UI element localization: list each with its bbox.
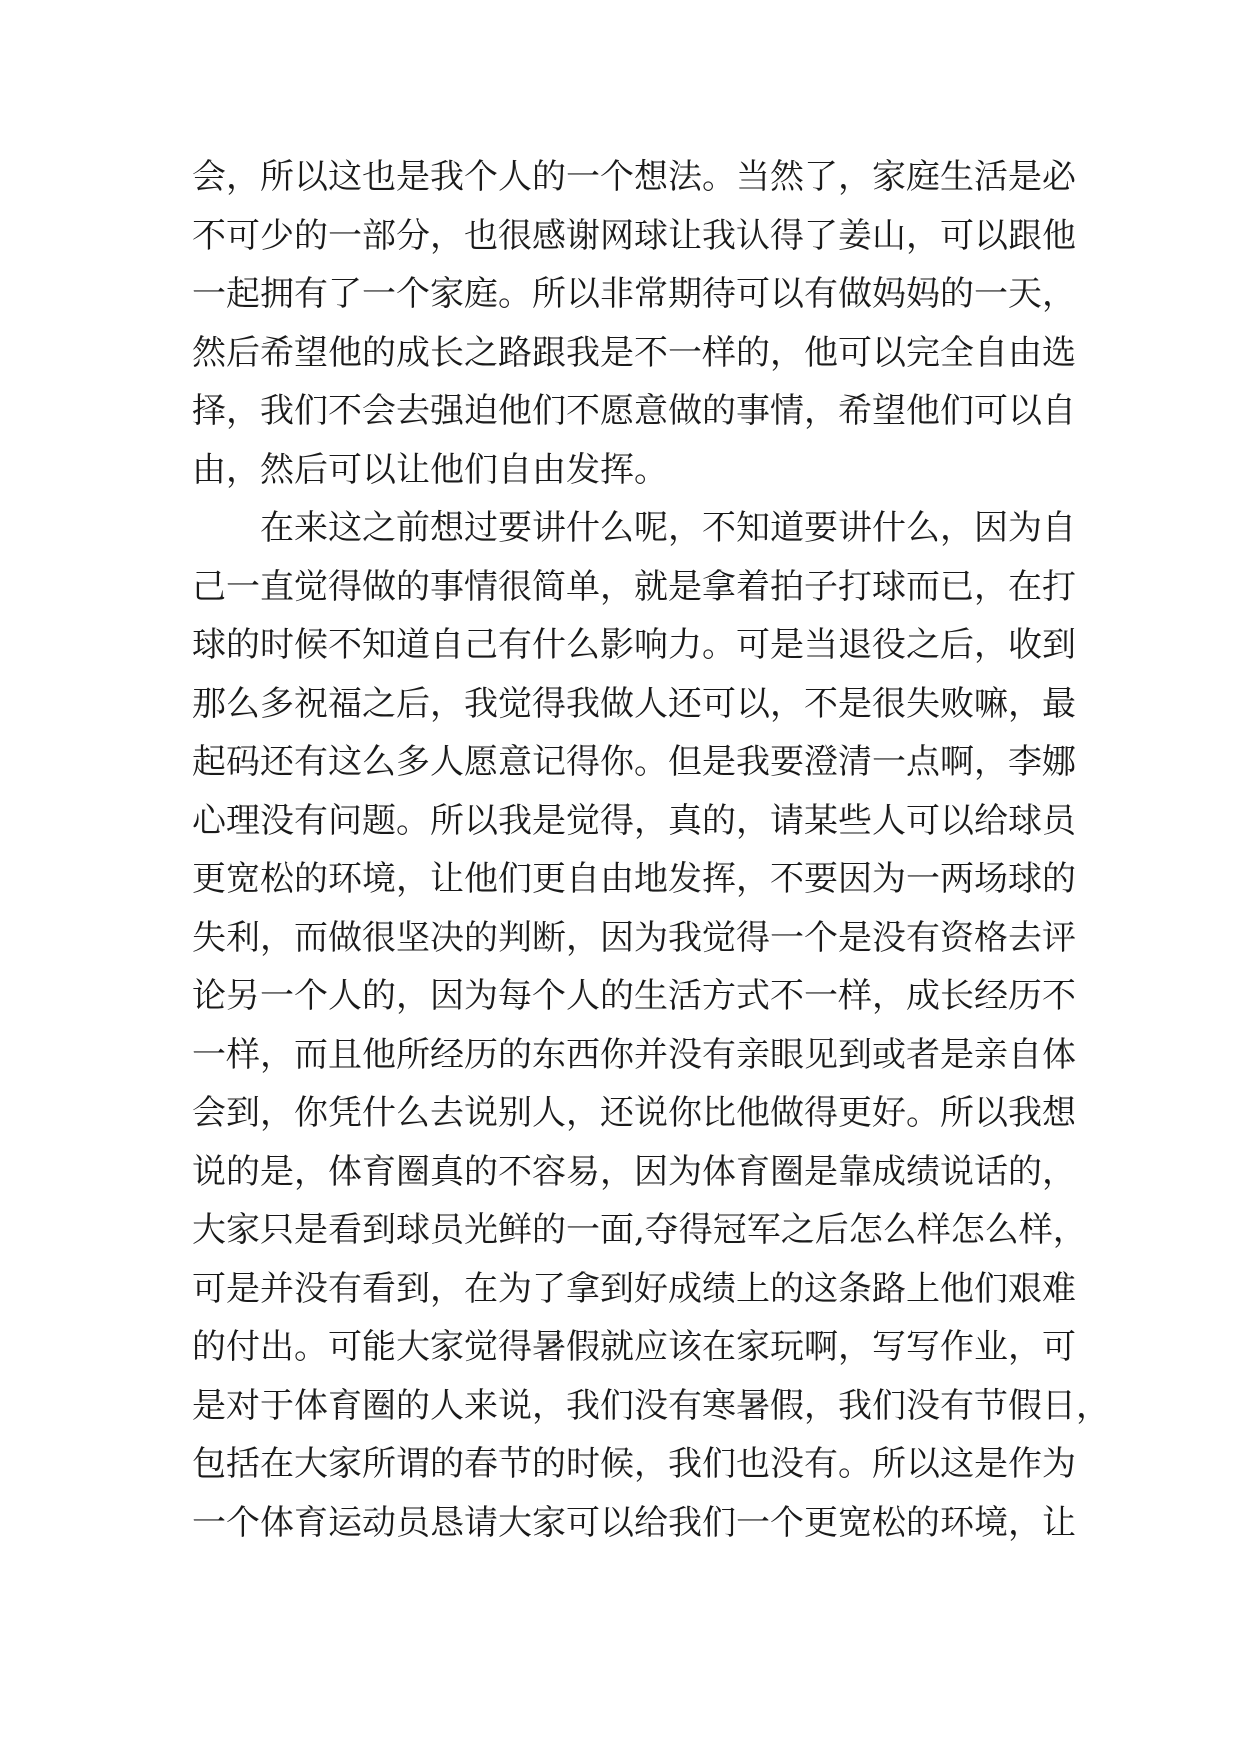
paragraph-line: 失利，而做很坚决的判断，因为我觉得一个是没有资格去评	[192, 917, 1076, 958]
paragraph-line: 会，所以这也是我个人的一个想法。当然了，家庭生活是必	[192, 157, 1076, 197]
paragraph-line: 己一直觉得做的事情很简单，就是拿着拍子打球而已，在打	[192, 566, 1076, 607]
paragraph-line: 一样，而且他所经历的东西你并没有亲眼见到或者是亲自体	[192, 1034, 1076, 1075]
paragraph-2	[192, 499, 1110, 1552]
paragraph-line: 会到，你凭什么去说别人，还说你比他做得更好。所以我想	[192, 1093, 1076, 1133]
paragraph-line: 一起拥有了一个家庭。所以非常期待可以有做妈妈的一天，	[192, 274, 1076, 314]
paragraph-line: 说的是，体育圈真的不容易，因为体育圈是靠成绩说话的，	[192, 1151, 1076, 1192]
document-body	[192, 148, 1110, 1552]
paragraph-line: 由，然后可以让他们自由发挥。	[192, 449, 668, 490]
paragraph-1	[192, 148, 1076, 499]
paragraph-line: 起码还有这么多人愿意记得你。但是我要澄清一点啊，李娜	[192, 742, 1076, 782]
paragraph-line: 大家只是看到球员光鲜的一面,夺得冠军之后怎么样怎么样，	[192, 1210, 1087, 1250]
paragraph-line: 球的时候不知道自己有什么影响力。可是当退役之后，收到	[192, 625, 1076, 665]
paragraph-line: 论另一个人的，因为每个人的生活方式不一样，成长经历不	[192, 976, 1076, 1016]
paragraph-line: 是对于体育圈的人来说，我们没有寒暑假，我们没有节假日，	[192, 1385, 1110, 1426]
paragraph-line: 的付出。可能大家觉得暑假就应该在家玩啊，写写作业，可	[192, 1327, 1076, 1367]
paragraph-line: 然后希望他的成长之路跟我是不一样的，他可以完全自由选	[192, 332, 1076, 373]
paragraph-line: 在来这之前想过要讲什么呢，不知道要讲什么，因为自	[260, 508, 1076, 548]
paragraph-line: 可是并没有看到，在为了拿到好成绩上的这条路上他们艰难	[192, 1268, 1076, 1309]
paragraph-line: 那么多祝福之后，我觉得我做人还可以，不是很失败嘛，最	[192, 683, 1076, 724]
paragraph-line: 择，我们不会去强迫他们不愿意做的事情，希望他们可以自	[192, 391, 1076, 431]
paragraph-line: 不可少的一部分，也很感谢网球让我认得了姜山，可以跟他	[192, 215, 1076, 256]
paragraph-line: 一个体育运动员恳请大家可以给我们一个更宽松的环境，让	[192, 1502, 1076, 1543]
paragraph-line: 包括在大家所谓的春节的时候，我们也没有。所以这是作为	[192, 1444, 1076, 1484]
paragraph-line: 更宽松的环境，让他们更自由地发挥，不要因为一两场球的	[192, 859, 1076, 899]
paragraph-line: 心理没有问题。所以我是觉得，真的，请某些人可以给球员	[192, 800, 1076, 841]
